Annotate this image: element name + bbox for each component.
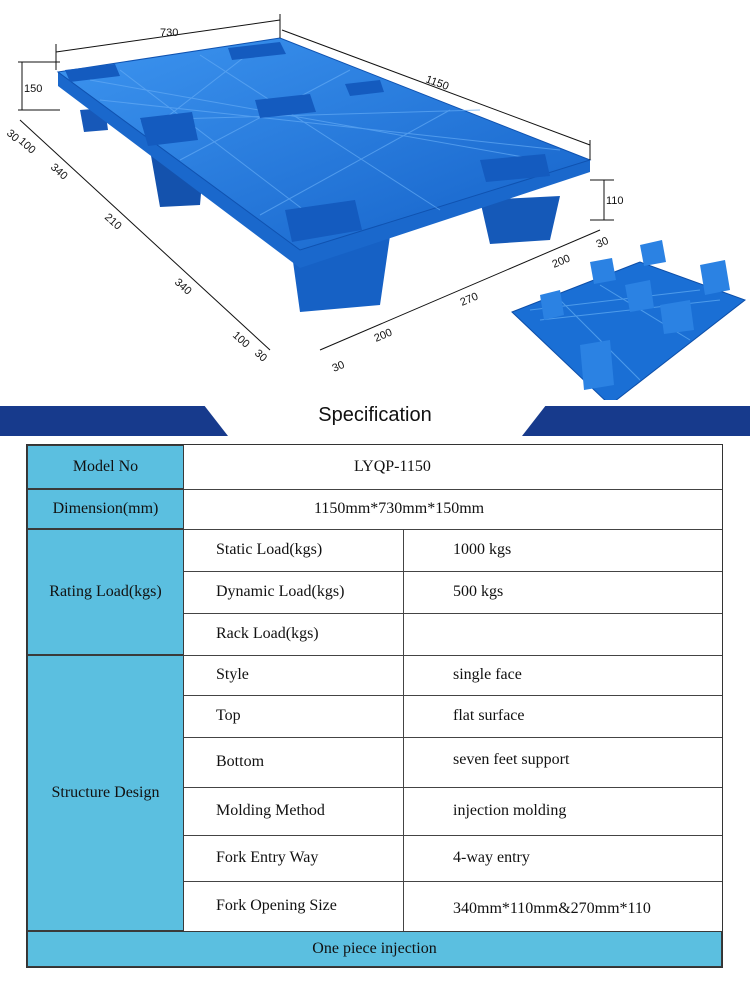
rating-row-value: 500 kgs [453, 583, 504, 600]
dim-front-5: 340 [171, 276, 194, 298]
structure-label: Structure Design [27, 655, 184, 931]
dim-top-width: 730 [160, 27, 179, 39]
structure-row-value: injection molding [453, 802, 567, 819]
structure-row-value: seven feet support [453, 751, 570, 768]
dim-side-1: 30 [330, 358, 347, 375]
structure-row-value: single face [453, 666, 522, 683]
rating-row-name: Static Load(kgs) [216, 541, 323, 558]
specification-banner [0, 400, 750, 436]
structure-row-name: Molding Method [216, 802, 325, 819]
dim-front-7: 30 [251, 347, 270, 365]
dim-side-3: 270 [458, 290, 481, 309]
dim-length: 1150 [423, 73, 451, 93]
structure-row-value: flat surface [453, 707, 525, 724]
structure-row-name: Fork Opening Size [216, 897, 337, 914]
dim-side-5: 30 [594, 234, 611, 251]
pallet-drawing [0, 0, 750, 400]
dim-foot-height: 110 [606, 195, 624, 207]
rating-row-name: Dynamic Load(kgs) [216, 583, 345, 600]
pallet-image [58, 38, 590, 312]
dimension-label: Dimension(mm) [27, 489, 184, 529]
rating-row-value [403, 613, 722, 655]
dimension-value: 1150mm*730mm*150mm [314, 500, 485, 517]
dim-side-2: 200 [372, 326, 395, 345]
dim-front-6: 100 [229, 329, 252, 351]
structure-row-value: 340mm*110mm&270mm*110 [453, 900, 651, 917]
dim-front-2: 100 [15, 135, 38, 157]
pallet-bottom-view [512, 240, 745, 400]
model-label: Model No [27, 445, 184, 489]
dim-front-4: 210 [101, 211, 124, 233]
model-value: LYQP-1150 [354, 458, 431, 475]
structure-row-name: Bottom [216, 753, 265, 770]
banner-title: Specification [318, 404, 432, 426]
structure-row-value: 4-way entry [453, 849, 530, 866]
dim-front-1: 30 [3, 127, 22, 145]
dim-height-total: 150 [24, 83, 43, 95]
structure-row-name: Fork Entry Way [216, 849, 319, 866]
rating-row-name: Rack Load(kgs) [216, 625, 319, 642]
dim-side-4: 200 [550, 252, 573, 271]
dim-front-3: 340 [47, 161, 70, 183]
rating-label: Rating Load(kgs) [27, 529, 184, 655]
spec-footer: One piece injection [27, 931, 722, 967]
rating-row-value: 1000 kgs [453, 541, 512, 558]
spec-table [26, 444, 723, 968]
structure-row-name: Top [216, 707, 241, 724]
structure-row-name: Style [216, 666, 249, 683]
